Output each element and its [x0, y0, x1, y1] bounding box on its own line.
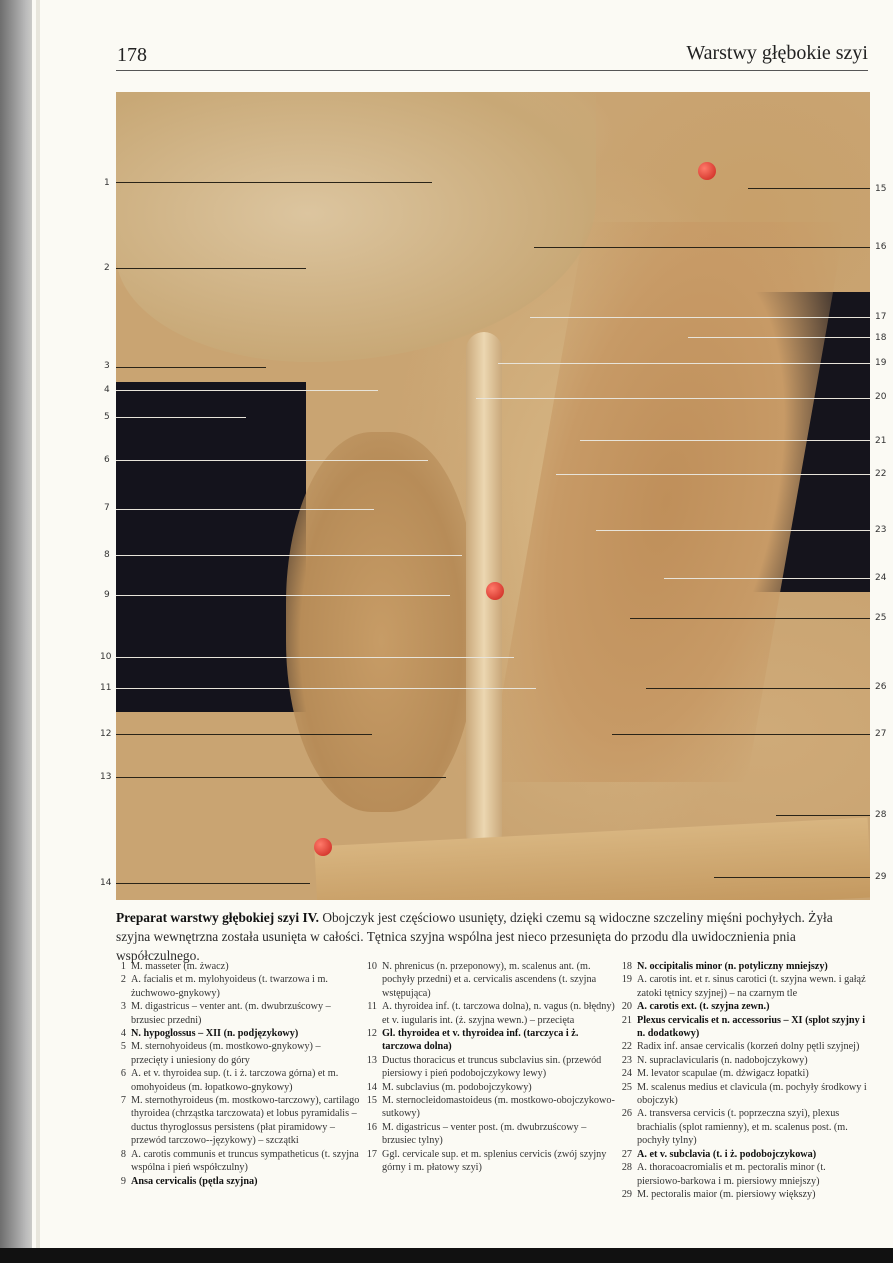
callout-19: 19 — [875, 358, 887, 368]
legend-item: 5 M. sternohyoideus (m. mostkowo-gnykowy) – przecięty i uniesiony do góry — [120, 1041, 321, 1066]
leader-line-25 — [630, 618, 870, 619]
callout-23: 23 — [875, 525, 887, 535]
legend-item: 26 A. transversa cervicis (t. poprzeczna szyi), plexus brachialis (splot ramienny), et m. scalenus post. (m. pochyły tylny) — [621, 1108, 848, 1147]
leader-line-1 — [116, 182, 432, 183]
caption-text: Obojczyk jest częściowo usunięty, dzięki czemu są widoczne szczeliny mięśni pochyłych. Żyła szyjna wewnętrzna została usunięta w całości. Tętnica szyjna wspólna jest nieco przesunięta do przodu dla uwidocznienia pnia współczulnego. — [116, 910, 833, 963]
page-number: 178 — [117, 44, 147, 66]
legend-item: 9 Ansa cervicalis (pętla szyjna) — [120, 1175, 258, 1187]
legend-item: 24 M. levator scapulae (m. dźwigacz łopatki) — [621, 1068, 809, 1080]
leader-line-15 — [748, 188, 870, 189]
callout-15: 15 — [875, 184, 887, 194]
legend-column-2 — [365, 960, 617, 1175]
leader-line-6 — [116, 460, 428, 461]
callout-24: 24 — [875, 573, 887, 583]
clavicle-region — [314, 818, 870, 900]
leader-line-21 — [580, 440, 870, 441]
legend-item: 29 M. pectoralis maior (m. piersiowy większy) — [621, 1188, 816, 1200]
callout-29: 29 — [875, 872, 887, 882]
thyroid-gland — [286, 432, 476, 812]
leader-line-29 — [714, 877, 870, 878]
legend-item: 17 Ggl. cervicale sup. et m. splenius cervicis (zwój szyjny górny i m. płatowy szyi) — [366, 1148, 607, 1174]
callout-28: 28 — [875, 810, 887, 820]
leader-line-23 — [596, 530, 870, 531]
callout-17: 17 — [875, 312, 887, 322]
callout-4: 4 — [104, 385, 110, 395]
legend-item: 4 N. hypoglossus – XII (n. podjęzykowy) — [120, 1028, 299, 1040]
legend-item: 6 A. et v. thyroidea sup. (t. i ż. tarczowa górna) et m. omohyoideus (m. łopatkowo-gnykowy) — [120, 1068, 339, 1093]
marker-pin — [486, 582, 504, 600]
legend-item: 2 A. facialis et m. mylohyoideus (t. twarzowa i m. żuchwowo-gnykowy) — [120, 974, 328, 999]
legend-item: 20 A. carotis ext. (t. szyjna zewn.) — [621, 1001, 770, 1013]
figure-caption — [116, 908, 868, 965]
callout-13: 13 — [100, 772, 112, 782]
header-rule — [116, 70, 868, 71]
leader-line-17 — [530, 317, 870, 318]
legend-item: 1 M. masseter (m. żwacz) — [120, 961, 229, 972]
callout-12: 12 — [100, 729, 112, 739]
dark-background-left — [116, 382, 306, 712]
leader-line-4 — [116, 390, 378, 391]
leader-line-20 — [476, 398, 870, 399]
legend-item: 16 M. digastricus – venter post. (m. dwubrzuścowy – brzusiec tylny) — [366, 1121, 587, 1147]
legend-item: 14 M. subclavius (m. podobojczykowy) — [366, 1081, 532, 1093]
leader-line-13 — [116, 777, 446, 778]
legend-item: 18 N. occipitalis minor (n. potyliczny mniejszy) — [621, 961, 828, 972]
legend-item: 13 Ductus thoracicus et truncus subclavius sin. (przewód piersiowy i pień podobojczykowy lewy) — [366, 1054, 602, 1080]
legend-item: 11 A. thyroidea inf. (t. tarczowa dolna), n. vagus (n. błędny) et v. iugularis int. (ż. szyjna wewn.) – przecięta — [367, 1001, 615, 1026]
leader-line-28 — [776, 815, 870, 816]
leader-line-11 — [116, 688, 536, 689]
leader-line-10 — [116, 657, 514, 658]
mandible-region — [116, 92, 596, 362]
callout-21: 21 — [875, 436, 887, 446]
scan-bottom-border — [0, 1248, 893, 1263]
legend-item: 23 N. supraclavicularis (n. nadobojczykowy) — [621, 1054, 808, 1066]
leader-line-24 — [664, 578, 870, 579]
caption-title: Preparat warstwy głębokiej szyi IV. — [116, 910, 319, 925]
callout-16: 16 — [875, 242, 887, 252]
marker-pin — [698, 162, 716, 180]
legend-item: 28 A. thoracoacromialis et m. pectoralis minor (t. piersiowo-barkowa i m. piersiowy mniejszy) — [621, 1162, 826, 1187]
marker-pin — [314, 838, 332, 856]
callout-11: 11 — [100, 683, 112, 693]
leader-line-14 — [116, 883, 310, 884]
legend-item: 27 A. et v. subclavia (t. i ż. podobojczykowa) — [621, 1148, 817, 1160]
callout-2: 2 — [104, 263, 110, 273]
leader-line-19 — [498, 363, 870, 364]
legend-item: 8 A. carotis communis et truncus sympatheticus (t. szyjna wspólna i pień współczulny) — [120, 1148, 359, 1174]
callout-3: 3 — [104, 361, 110, 371]
running-head: Warstwy głębokie szyi — [686, 42, 868, 64]
legend-item: 15 M. sternocleidomastoideus (m. mostkowo-obojczykowo-sutkowy) — [366, 1095, 615, 1120]
callout-5: 5 — [104, 412, 110, 422]
legend-item: 19 A. carotis int. et r. sinus carotici (t. szyjna wewn. i gałąź zatoki tętnicy szyjnej) – na czarnym tle — [621, 974, 866, 999]
leader-line-16 — [534, 247, 870, 248]
legend-item: 7 M. sternothyroideus (m. mostkowo-tarczowy), cartilago thyroidea (chrząstka tarczowata) et lobus pyramidalis – ductus thyroglossus persistens (płat piramidowy – przewód tarczowo--językowy) – szczątki — [120, 1095, 360, 1147]
legend-column-1 — [114, 960, 360, 1188]
callout-26: 26 — [875, 682, 887, 692]
callout-22: 22 — [875, 469, 887, 479]
leader-line-3 — [116, 367, 266, 368]
callout-7: 7 — [104, 503, 110, 513]
callout-10: 10 — [100, 652, 112, 662]
leader-line-18 — [688, 337, 870, 338]
callout-27: 27 — [875, 729, 887, 739]
legend-item: 3 M. digastricus – venter ant. (m. dwubrzuścowy – brzusiec przedni) — [120, 1001, 331, 1026]
leader-line-2 — [116, 268, 306, 269]
legend-column-3 — [620, 960, 870, 1201]
callout-1: 1 — [104, 178, 110, 188]
leader-line-9 — [116, 595, 450, 596]
leader-line-8 — [116, 555, 462, 556]
leader-line-5 — [116, 417, 246, 418]
legend-item: 10 N. phrenicus (n. przeponowy), m. scalenus ant. (m. pochyły przedni) et a. cervicalis ascendens (t. szyjna wstępująca) — [366, 961, 597, 999]
legend-item: 22 Radix inf. ansae cervicalis (korzeń dolny pętli szyjnej) — [621, 1041, 860, 1053]
leader-line-22 — [556, 474, 870, 475]
page-edge — [36, 0, 40, 1250]
callout-9: 9 — [104, 590, 110, 600]
anatomical-photograph — [116, 92, 870, 900]
lateral-muscles — [487, 222, 846, 782]
callout-14: 14 — [100, 878, 112, 888]
leader-line-27 — [612, 734, 870, 735]
callout-6: 6 — [104, 455, 110, 465]
leader-line-12 — [116, 734, 372, 735]
legend-item: 21 Plexus cervicalis et n. accessorius – XI (splot szyjny i n. dodatkowy) — [621, 1014, 866, 1040]
callout-25: 25 — [875, 613, 887, 623]
leader-line-26 — [646, 688, 870, 689]
legend-item: 12 Gl. thyroidea et v. thyroidea inf. (tarczyca i ż. tarczowa dolna) — [366, 1028, 579, 1053]
callout-20: 20 — [875, 392, 887, 402]
legend-item: 25 M. scalenus medius et clavicula (m. pochyły środkowy i obojczyk) — [621, 1081, 867, 1107]
leader-line-7 — [116, 509, 374, 510]
callout-8: 8 — [104, 550, 110, 560]
callout-18: 18 — [875, 333, 887, 343]
